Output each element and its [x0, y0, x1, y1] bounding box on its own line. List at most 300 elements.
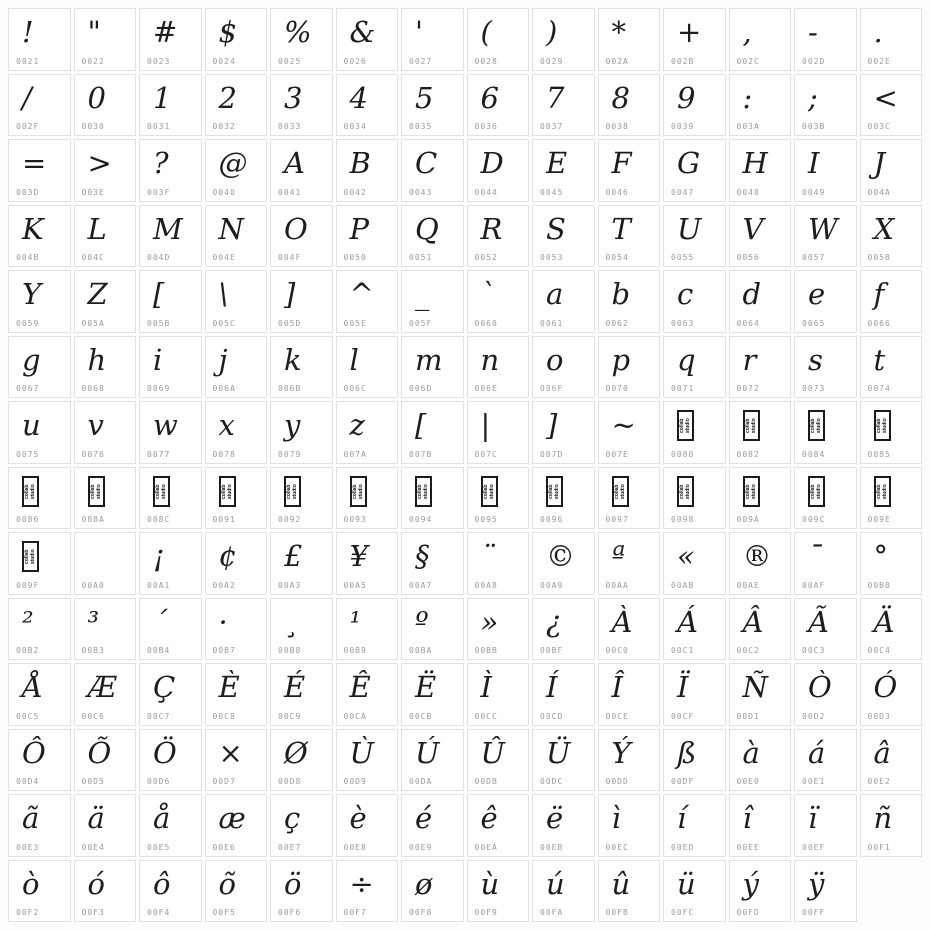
glyph-char: @ — [218, 146, 248, 181]
glyph-cell-00B0[interactable] — [860, 532, 923, 595]
glyph-char: ³ — [87, 604, 100, 639]
glyph-cell-0034[interactable] — [336, 74, 399, 137]
glyph-cell-003B[interactable] — [794, 74, 857, 137]
codepoint-label: 00E4 — [81, 842, 105, 852]
glyph-cell-00D2[interactable] — [794, 663, 857, 726]
glyph-cell-003D[interactable] — [8, 139, 71, 202]
codepoint-label: 00F7 — [343, 908, 367, 917]
glyph-cell-00BF[interactable] — [532, 598, 595, 661]
glyph-cell-00B3[interactable] — [74, 598, 137, 661]
glyph-cell-00C2[interactable] — [729, 598, 792, 661]
glyph-cell-0076[interactable] — [74, 401, 137, 464]
glyph-cell-0097[interactable] — [598, 467, 661, 530]
notdef-logo-box — [743, 476, 760, 507]
glyph-cell-0036[interactable] — [467, 74, 530, 137]
codepoint-label: 00E7 — [278, 842, 302, 852]
glyph-area — [795, 533, 856, 581]
glyph-cell-006E[interactable] — [467, 336, 530, 399]
glyph-cell-0077[interactable] — [139, 401, 202, 464]
glyph-char: ¢ — [218, 539, 237, 574]
glyph-cell-0028[interactable] — [467, 8, 530, 71]
glyph-area — [402, 599, 463, 647]
codepoint-label: 00F3 — [81, 908, 105, 917]
glyph-cell-002D[interactable] — [794, 8, 857, 71]
glyph-cell-0062[interactable] — [598, 270, 661, 333]
codepoint-label: 00DC — [540, 777, 564, 786]
glyph-area — [861, 599, 922, 647]
codepoint-label: 009A — [736, 515, 760, 524]
glyph-cell-00E6[interactable] — [205, 794, 268, 857]
glyph-cell-00D9[interactable] — [336, 729, 399, 792]
glyph-cell-004A[interactable] — [860, 139, 923, 202]
codepoint-label: 0073 — [802, 384, 826, 393]
glyph-cell-003E[interactable] — [74, 139, 137, 202]
glyph-cell-0053[interactable] — [532, 205, 595, 268]
glyph-cell-0064[interactable] — [729, 270, 792, 333]
glyph-cell-00D5[interactable] — [74, 729, 137, 792]
glyph-area — [9, 140, 70, 188]
glyph-char: Ê — [349, 670, 371, 705]
glyph-char: U — [677, 211, 702, 246]
glyph-cell-0092[interactable] — [270, 467, 333, 530]
glyph-area — [75, 9, 136, 57]
glyph-cell-0045[interactable] — [532, 139, 595, 202]
glyph-cell-00CF[interactable] — [663, 663, 726, 726]
glyph-cell-007B[interactable] — [401, 401, 464, 464]
glyph-cell-009A[interactable] — [729, 467, 792, 530]
glyph-cell-0063[interactable] — [663, 270, 726, 333]
glyph-cell-00C8[interactable] — [205, 663, 268, 726]
glyph-cell-0068[interactable] — [74, 336, 137, 399]
glyph-area — [861, 9, 922, 57]
glyph-cell-00E9[interactable] — [401, 794, 464, 857]
glyph-area — [206, 468, 267, 516]
glyph-cell-00E1[interactable] — [794, 729, 857, 792]
glyph-char: ] — [546, 408, 558, 443]
glyph-cell-002B[interactable] — [663, 8, 726, 71]
codepoint-label: 00DA — [409, 777, 433, 786]
glyph-cell-0056[interactable] — [729, 205, 792, 268]
glyph-cell-0026[interactable] — [336, 8, 399, 71]
glyph-char: Ý — [611, 735, 631, 770]
glyph-char: Ü — [546, 735, 571, 770]
glyph-cell-00DD[interactable] — [598, 729, 661, 792]
glyph-char: 3 — [284, 80, 303, 115]
glyph-cell-00CE[interactable] — [598, 663, 661, 726]
glyph-area — [75, 206, 136, 254]
glyph-cell-00AE[interactable] — [729, 532, 792, 595]
codepoint-label: 008C — [147, 515, 171, 524]
glyph-cell-0051[interactable] — [401, 205, 464, 268]
glyph-cell-00AF[interactable] — [794, 532, 857, 595]
codepoint-label: 00C1 — [671, 646, 695, 655]
glyph-cell-003A[interactable] — [729, 74, 792, 137]
glyph-cell-00F2[interactable] — [8, 860, 71, 923]
glyph-area — [468, 140, 529, 188]
glyph-cell-0041[interactable] — [270, 139, 333, 202]
glyph-cell-00A8[interactable] — [467, 532, 530, 595]
codepoint-label: 00D8 — [278, 777, 302, 786]
glyph-cell-00C7[interactable] — [139, 663, 202, 726]
glyph-cell-00EA[interactable] — [467, 794, 530, 857]
glyph-cell-00B7[interactable] — [205, 598, 268, 661]
glyph-cell-00D4[interactable] — [8, 729, 71, 792]
glyph-cell-00EC[interactable] — [598, 794, 661, 857]
glyph-cell-003F[interactable] — [139, 139, 202, 202]
glyph-area — [533, 795, 594, 843]
codepoint-label: 0065 — [802, 318, 826, 328]
glyph-cell-007E[interactable] — [598, 401, 661, 464]
codepoint-label: 0076 — [81, 449, 105, 459]
glyph-cell-0061[interactable] — [532, 270, 595, 333]
glyph-cell-00F3[interactable] — [74, 860, 137, 923]
glyph-char: a — [546, 277, 564, 312]
glyph-cell-0094[interactable] — [401, 467, 464, 530]
glyph-cell-0039[interactable] — [663, 74, 726, 137]
glyph-area — [140, 599, 201, 647]
glyph-cell-008A[interactable] — [74, 467, 137, 530]
glyph-cell-00EB[interactable] — [532, 794, 595, 857]
glyph-cell-0059[interactable] — [8, 270, 71, 333]
glyph-char: 8 — [611, 80, 630, 115]
glyph-cell-0023[interactable] — [139, 8, 202, 71]
glyph-cell-0029[interactable] — [532, 8, 595, 71]
glyph-cell-00C0[interactable] — [598, 598, 661, 661]
glyph-cell-005A[interactable] — [74, 270, 137, 333]
glyph-area — [730, 206, 791, 254]
glyph-area — [664, 664, 725, 712]
glyph-cell-0098[interactable] — [663, 467, 726, 530]
glyph-area — [468, 861, 529, 909]
glyph-area — [271, 730, 332, 778]
glyph-cell-00D8[interactable] — [270, 729, 333, 792]
glyph-cell-0032[interactable] — [205, 74, 268, 137]
glyph-cell-007A[interactable] — [336, 401, 399, 464]
glyph-cell-0046[interactable] — [598, 139, 661, 202]
glyph-char: ï — [808, 801, 818, 836]
glyph-cell-00A1[interactable] — [139, 532, 202, 595]
glyph-cell-0025[interactable] — [270, 8, 333, 71]
glyph-cell-00DC[interactable] — [532, 729, 595, 792]
glyph-cell-0055[interactable] — [663, 205, 726, 268]
notdef-logo-box — [743, 410, 760, 441]
glyph-cell-007D[interactable] — [532, 401, 595, 464]
glyph-area — [206, 664, 267, 712]
codepoint-label: 004D — [147, 253, 171, 262]
codepoint-label: 00D9 — [343, 777, 367, 786]
glyph-area — [75, 664, 136, 712]
codepoint-label: 00FB — [605, 908, 629, 917]
glyph-cell-0043[interactable] — [401, 139, 464, 202]
glyph-area — [140, 271, 201, 319]
glyph-area — [337, 599, 398, 647]
glyph-cell-0058[interactable] — [860, 205, 923, 268]
glyph-cell-00FD[interactable] — [729, 860, 792, 923]
glyph-cell-00DF[interactable] — [663, 729, 726, 792]
glyph-cell-0069[interactable] — [139, 336, 202, 399]
glyph-cell-004E[interactable] — [205, 205, 268, 268]
glyph-cell-0066[interactable] — [860, 270, 923, 333]
glyph-cell-00E3[interactable] — [8, 794, 71, 857]
glyph-cell-00BB[interactable] — [467, 598, 530, 661]
glyph-cell-0075[interactable] — [8, 401, 71, 464]
glyph-char: z — [349, 408, 365, 443]
glyph-cell-0078[interactable] — [205, 401, 268, 464]
codepoint-label: 0068 — [81, 384, 105, 393]
glyph-cell-0096[interactable] — [532, 467, 595, 530]
glyph-cell-009E[interactable] — [860, 467, 923, 530]
glyph-area — [337, 206, 398, 254]
glyph-cell-0072[interactable] — [729, 336, 792, 399]
codepoint-label: 0047 — [671, 187, 695, 197]
glyph-cell-002A[interactable] — [598, 8, 661, 71]
glyph-cell-00FF[interactable] — [794, 860, 857, 923]
codepoint-label: 00E2 — [867, 777, 891, 786]
glyph-cell-004F[interactable] — [270, 205, 333, 268]
glyph-cell-00FB[interactable] — [598, 860, 661, 923]
glyph-area — [468, 402, 529, 450]
glyph-cell-002F[interactable] — [8, 74, 71, 137]
glyph-area — [730, 664, 791, 712]
glyph-area — [861, 468, 922, 516]
glyph-cell-009C[interactable] — [794, 467, 857, 530]
glyph-cell-0082[interactable] — [729, 401, 792, 464]
glyph-cell-00F8[interactable] — [401, 860, 464, 923]
glyph-cell-0047[interactable] — [663, 139, 726, 202]
glyph-area — [468, 75, 529, 123]
glyph-cell-0040[interactable] — [205, 139, 268, 202]
glyph-cell-0095[interactable] — [467, 467, 530, 530]
glyph-cell-00FC[interactable] — [663, 860, 726, 923]
glyph-cell-0054[interactable] — [598, 205, 661, 268]
glyph-cell-00C3[interactable] — [794, 598, 857, 661]
glyph-cell-0060[interactable] — [467, 270, 530, 333]
glyph-cell-00A7[interactable] — [401, 532, 464, 595]
codepoint-label: 0056 — [736, 253, 760, 262]
glyph-cell-004D[interactable] — [139, 205, 202, 268]
glyph-cell-00CB[interactable] — [401, 663, 464, 726]
glyph-char: Î — [611, 670, 623, 705]
glyph-cell-0071[interactable] — [663, 336, 726, 399]
glyph-area — [337, 795, 398, 843]
glyph-area — [206, 140, 267, 188]
glyph-cell-006D[interactable] — [401, 336, 464, 399]
glyph-cell-00E2[interactable] — [860, 729, 923, 792]
codepoint-label: 002F — [16, 122, 40, 131]
codepoint-label: 0064 — [736, 318, 760, 328]
glyph-cell-0037[interactable] — [532, 74, 595, 137]
notdef-logo-box — [808, 410, 825, 441]
glyph-cell-00F1[interactable] — [860, 794, 923, 857]
glyph-area — [795, 795, 856, 843]
glyph-cell-00CC[interactable] — [467, 663, 530, 726]
glyph-char: ÿ — [808, 866, 825, 901]
glyph-cell-0031[interactable] — [139, 74, 202, 137]
glyph-area — [664, 795, 725, 843]
glyph-cell-005C[interactable] — [205, 270, 268, 333]
glyph-cell-0093[interactable] — [336, 467, 399, 530]
glyph-cell-00A3[interactable] — [270, 532, 333, 595]
glyph-area — [402, 795, 463, 843]
codepoint-label: 00FC — [671, 908, 695, 917]
glyph-cell-0084[interactable] — [794, 401, 857, 464]
glyph-cell-00E8[interactable] — [336, 794, 399, 857]
glyph-cell-00F4[interactable] — [139, 860, 202, 923]
glyph-cell-009F[interactable] — [8, 532, 71, 595]
codepoint-label: 0070 — [605, 384, 629, 393]
glyph-cell-008C[interactable] — [139, 467, 202, 530]
glyph-cell-004B[interactable] — [8, 205, 71, 268]
glyph-cell-00A9[interactable] — [532, 532, 595, 595]
codepoint-label: 0077 — [147, 449, 171, 459]
glyph-char: m — [415, 342, 443, 377]
glyph-cell-0030[interactable] — [74, 74, 137, 137]
glyph-cell-0067[interactable] — [8, 336, 71, 399]
glyph-cell-005B[interactable] — [139, 270, 202, 333]
codepoint-label: 002E — [867, 56, 891, 66]
glyph-cell-00FA[interactable] — [532, 860, 595, 923]
glyph-cell-006C[interactable] — [336, 336, 399, 399]
glyph-cell-0048[interactable] — [729, 139, 792, 202]
glyph-char: C — [415, 146, 438, 181]
glyph-area — [533, 533, 594, 581]
codepoint-label: 0078 — [212, 449, 236, 459]
glyph-area — [75, 861, 136, 909]
glyph-cell-0073[interactable] — [794, 336, 857, 399]
glyph-cell-005E[interactable] — [336, 270, 399, 333]
codepoint-label: 009F — [16, 580, 40, 590]
notdef-logo-text: collab studio — [678, 418, 691, 434]
glyph-cell-00CA[interactable] — [336, 663, 399, 726]
codepoint-label: 0055 — [671, 253, 695, 262]
glyph-cell-00F9[interactable] — [467, 860, 530, 923]
glyph-area — [533, 271, 594, 319]
glyph-area — [206, 206, 267, 254]
glyph-cell-0079[interactable] — [270, 401, 333, 464]
glyph-cell-00D3[interactable] — [860, 663, 923, 726]
glyph-cell-0024[interactable] — [205, 8, 268, 71]
glyph-char: õ — [218, 866, 236, 901]
glyph-cell-00CD[interactable] — [532, 663, 595, 726]
glyph-char: á — [808, 735, 826, 770]
codepoint-label: 00E3 — [16, 842, 40, 852]
glyph-cell-0050[interactable] — [336, 205, 399, 268]
glyph-cell-0027[interactable] — [401, 8, 464, 71]
glyph-cell-00E0[interactable] — [729, 729, 792, 792]
glyph-cell-0038[interactable] — [598, 74, 661, 137]
glyph-cell-0057[interactable] — [794, 205, 857, 268]
glyph-cell-0070[interactable] — [598, 336, 661, 399]
glyph-cell-00B2[interactable] — [8, 598, 71, 661]
glyph-cell-00D7[interactable] — [205, 729, 268, 792]
glyph-cell-0021[interactable] — [8, 8, 71, 71]
glyph-cell-006B[interactable] — [270, 336, 333, 399]
glyph-area — [337, 468, 398, 516]
glyph-area — [402, 730, 463, 778]
glyph-char: o — [546, 342, 564, 377]
glyph-cell-002C[interactable] — [729, 8, 792, 71]
codepoint-label: 0045 — [540, 187, 564, 197]
glyph-cell-00ED[interactable] — [663, 794, 726, 857]
glyph-cell-0049[interactable] — [794, 139, 857, 202]
glyph-cell-0035[interactable] — [401, 74, 464, 137]
glyph-cell-00DA[interactable] — [401, 729, 464, 792]
glyph-cell-00D6[interactable] — [139, 729, 202, 792]
glyph-cell-00AB[interactable] — [663, 532, 726, 595]
codepoint-label: 003B — [802, 122, 826, 131]
glyph-cell-003C[interactable] — [860, 74, 923, 137]
glyph-cell-0091[interactable] — [205, 467, 268, 530]
glyph-cell-00B8[interactable] — [270, 598, 333, 661]
glyph-area — [664, 861, 725, 909]
glyph-cell-00B9[interactable] — [336, 598, 399, 661]
codepoint-label: 00D4 — [16, 777, 40, 786]
glyph-cell-00C6[interactable] — [74, 663, 137, 726]
glyph-cell-006F[interactable] — [532, 336, 595, 399]
glyph-cell-00A0[interactable] — [74, 532, 137, 595]
glyph-cell-005F[interactable] — [401, 270, 464, 333]
glyph-cell-00E7[interactable] — [270, 794, 333, 857]
glyph-cell-0086[interactable] — [8, 467, 71, 530]
glyph-cell-00F5[interactable] — [205, 860, 268, 923]
glyph-char: O — [284, 211, 308, 246]
glyph-cell-006A[interactable] — [205, 336, 268, 399]
codepoint-label: 0061 — [540, 318, 564, 328]
glyph-cell-007C[interactable] — [467, 401, 530, 464]
glyph-char: q — [677, 342, 696, 377]
glyph-cell-0074[interactable] — [860, 336, 923, 399]
glyph-char: B — [349, 146, 371, 181]
glyph-cell-0022[interactable] — [74, 8, 137, 71]
glyph-cell-00A5[interactable] — [336, 532, 399, 595]
glyph-cell-00E5[interactable] — [139, 794, 202, 857]
glyph-cell-00EE[interactable] — [729, 794, 792, 857]
glyph-cell-00F6[interactable] — [270, 860, 333, 923]
glyph-cell-00B4[interactable] — [139, 598, 202, 661]
glyph-char: Õ — [87, 735, 112, 770]
glyph-char: ^ — [349, 277, 374, 312]
glyph-cell-0033[interactable] — [270, 74, 333, 137]
glyph-cell-0042[interactable] — [336, 139, 399, 202]
glyph-cell-00A2[interactable] — [205, 532, 268, 595]
notdef-logo-text: collab studio — [482, 483, 494, 499]
glyph-cell-00EF[interactable] — [794, 794, 857, 857]
glyph-cell-004C[interactable] — [74, 205, 137, 268]
glyph-cell-00C5[interactable] — [8, 663, 71, 726]
glyph-char: Ó — [873, 670, 898, 705]
glyph-cell-00C1[interactable] — [663, 598, 726, 661]
glyph-cell-00C9[interactable] — [270, 663, 333, 726]
glyph-cell-00D1[interactable] — [729, 663, 792, 726]
codepoint-label: 0033 — [278, 122, 302, 131]
glyph-cell-00DB[interactable] — [467, 729, 530, 792]
glyph-area — [75, 795, 136, 843]
glyph-area — [9, 795, 70, 843]
glyph-cell-00E4[interactable] — [74, 794, 137, 857]
glyph-cell-0080[interactable] — [663, 401, 726, 464]
glyph-area — [140, 468, 201, 516]
glyph-cell-0085[interactable] — [860, 401, 923, 464]
glyph-cell-0065[interactable] — [794, 270, 857, 333]
glyph-cell-00F7[interactable] — [336, 860, 399, 923]
glyph-cell-0052[interactable] — [467, 205, 530, 268]
glyph-cell-00C4[interactable] — [860, 598, 923, 661]
glyph-cell-0044[interactable] — [467, 139, 530, 202]
glyph-cell-00AA[interactable] — [598, 532, 661, 595]
glyph-cell-00BA[interactable] — [401, 598, 464, 661]
glyph-cell-002E[interactable] — [860, 8, 923, 71]
glyph-cell-005D[interactable] — [270, 270, 333, 333]
